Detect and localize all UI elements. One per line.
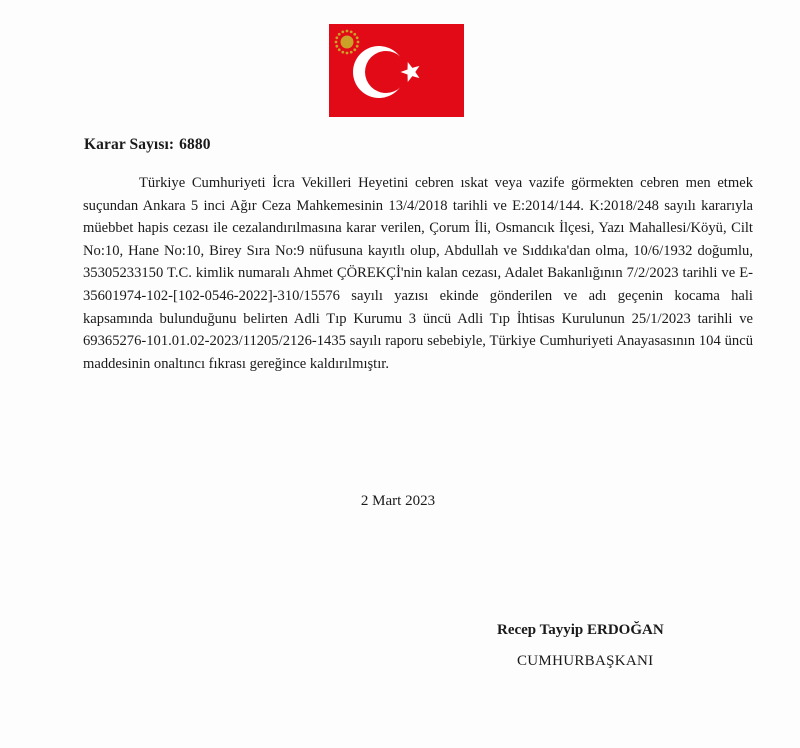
signatory-title: CUMHURBAŞKANI <box>517 653 654 669</box>
presidential-emblem <box>329 24 464 117</box>
decree-date-text: 2 Mart 2023 <box>360 493 436 509</box>
decree-date <box>0 493 800 510</box>
presidential-emblem-crescent-star-icon <box>329 24 464 117</box>
decision-number <box>84 136 211 154</box>
signatory-name: Recep Tayyip ERDOĞAN <box>497 622 664 638</box>
decree-body-paragraph: Türkiye Cumhuriyeti İcra Vekilleri Heyetini cebren ıskat veya vazife görmekten cebren men etmek suçundan Ankara 5 inci Ağır Ceza Mahkemesinin 13/4/2018 tarihli ve E:2014/144. K:2018/248 sayılı kararıyla müebbet hapis cezası ile cezalandırılmasına karar verilen, Çorum İli, Osmancık İlçesi, Yazı Mahallesi/Köyü, Cilt No:10, Hane No:10, Birey Sıra No:9 nüfusuna kayıtlı olup, Abdullah ve Sıddıka'dan olma, 10/6/1932 doğumlu, 35305233150 T.C. kimlik numaralı Ahmet ÇÖREKÇİ'nin kalan cezası, Adalet Bakanlığının 7/2/2023 tarihli ve E-35601974-102-[102-0546-2022]-310/15576 sayılı yazısı ekinde gönderilen ve adı geçenin kocama hali kapsamında bulunduğunu belirten Adli Tıp Kurumu 3 üncü Adli Tıp İhtisas Kurulunun 25/1/2023 tarihli ve 69365276-101.01.02-2023/11205/2126-1435 sayılı raporu sebebiyle, Türkiye Cumhuriyeti Anayasasının 104 üncü maddesinin onaltıncı fıkrası gereğince kaldırılmıştır. <box>83 175 753 372</box>
decision-number-value: 6880 <box>179 136 211 153</box>
decision-number-label: Karar Sayısı: <box>84 136 175 153</box>
